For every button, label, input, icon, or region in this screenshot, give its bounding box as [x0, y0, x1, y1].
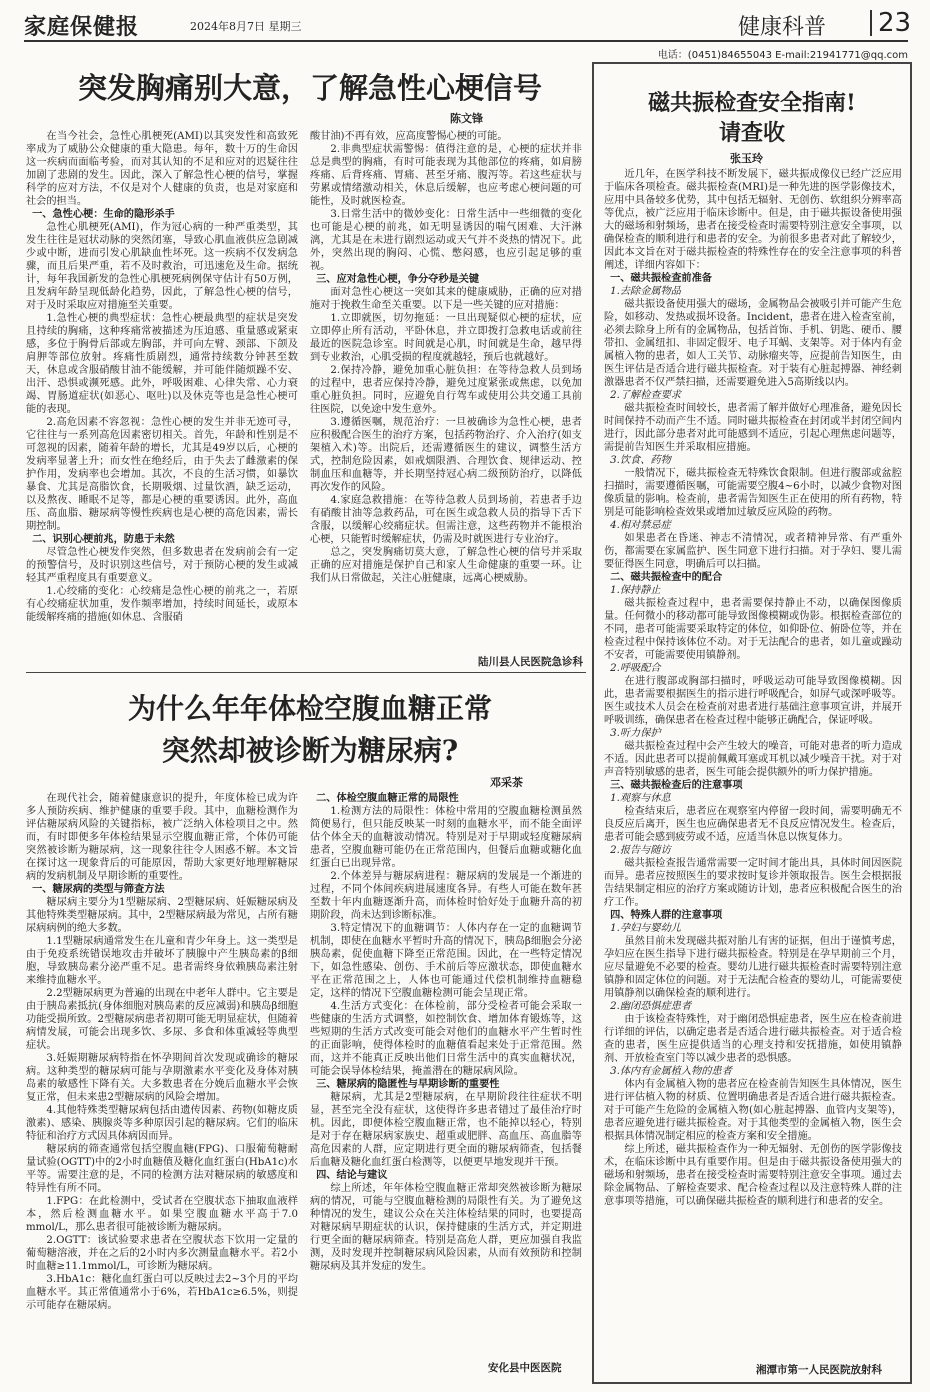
section-title: 健康科普: [738, 15, 827, 40]
paragraph: 急性心肌梗死(AMI)，作为冠心病的一种严重类型，其发生往往是冠状动脉的突然闭塞，导致心肌血液供应急剧减少或中断，进而引发心肌缺血性坏死。这一疾病不仅发病急骤，而且后果严重，若不及时救治，可迅速危及生命。据统计，每年我国新发的急性心肌梗死病例保守估计有50万例，且发病年龄呈现低龄化趋势，因此，了解急性心梗的信号，对于及时采取应对措施至关重要。: [26, 222, 298, 311]
paragraph: 3.妊娠期糖尿病特指在怀孕期间首次发现或确诊的糖尿病。这种类型的糖尿病可能与孕期激素水平变化及身体对胰岛素的敏感性下降有关。大多数患者在分娩后血糖水平会恢复正常，但未来患2型糖尿病的风险会增加。: [26, 1053, 298, 1103]
article2-column-1: [26, 792, 298, 1380]
article1-column-1: [26, 130, 298, 666]
paragraph: 磁共振检查过程中会产生较大的噪音，可能对患者的听力造成不适。因此患者可以提前佩戴耳塞或耳机以减少噪音干扰。对于对声音特别敏感的患者，医生可能会提供额外的听力保护措施。: [604, 741, 902, 778]
section-heading: 三、磁共振检查后的注意事项: [610, 780, 743, 791]
subsection-heading: 1.孕妇与婴幼儿: [610, 923, 681, 934]
subsection-heading: 2.呼吸配合: [610, 663, 661, 674]
article3-title-line1: 磁共振检查安全指南!: [648, 90, 856, 116]
subsection-heading: 1.观察与休息: [610, 793, 671, 804]
article2-title-line2: 突然却被诊断为糖尿病?: [161, 734, 459, 767]
article3-author: 张玉玲: [730, 152, 763, 165]
article1-title: 突发胸痛别大意，了解急性心梗信号: [77, 71, 542, 105]
subsection-heading: 3.饮食、药物: [610, 455, 671, 466]
section-heading: 四、特殊人群的注意事项: [610, 910, 723, 921]
article1-author: 陈文锋: [450, 112, 483, 125]
article3-title-line2: 请查收: [718, 120, 785, 146]
newspaper-name: 家庭保健报: [24, 14, 140, 40]
paragraph: 2.非典型症状需警惕：值得注意的是，心梗的症状并非总是典型的胸痛，有时可能表现为其他部位的疼痛，如肩膀疼痛、后背疼痛、胃痛、甚至牙痛、腹泻等。若这些症状与劳累或情绪激动相关，休息后缓解，也应考虑心梗问题的可能性，及时就医检查。: [310, 144, 582, 207]
subsection-heading: 2.幽闭恐惧症患者: [610, 1001, 692, 1012]
paragraph: 在当今社会，急性心肌梗死(AMI)以其突发性和高致死率成为了威胁公众健康的重大隐患。每年，数十万的生命因这一疾病而面临考验，而对其认知的不足和应对的迟疑往往加剧了悲剧的发生。因此，深入了解急性心梗的信号，掌握科学的应对方法，不仅是对个人健康的负责，也是对家庭和社会的担当。: [26, 131, 298, 207]
paragraph: 在现代社会，随着健康意识的提升，年度体检已成为许多人预防疾病、维护健康的重要手段。其中，血糖检测作为评估糖尿病风险的关键指标，被广泛纳入体检项目之中。然而，有时即便多年体检结果显示空腹血糖正常，个体仍可能突然被诊断为糖尿病，这一现象往往令人困惑不解。本文旨在探讨这一现象背后的可能原因，帮助大家更好地理解糖尿病的发病机制及早期诊断的重要性。: [26, 793, 298, 882]
issue-date: 2024年8月7日 星期三: [190, 20, 302, 33]
article-divider: [26, 672, 586, 673]
subsection-heading: 3.听力保护: [610, 728, 661, 739]
paragraph: 1.1型糖尿病通常发生在儿童和青少年身上。这一类型是由于免疫系统错误地攻击并破坏了胰腺中产生胰岛素的β细胞，导致胰岛素分泌严重不足。患者需终身依赖胰岛素注射来维持血糖水平。: [26, 936, 298, 986]
subsection-heading: 4.相对禁忌症: [610, 520, 671, 531]
paragraph: 糖尿病的筛查通常包括空腹血糖(FPG)、口服葡萄糖耐量试验(OGTT)中的2小时血糖值及糖化血红蛋白(HbA1c)水平等。需要注意的是，不同的检测方法对糖尿病的敏感度和特异性有所不同。: [26, 1144, 298, 1194]
paragraph: 酸甘油)不再有效，应高度警惕心梗的可能。: [310, 131, 508, 142]
paragraph: 一般情况下，磁共振检查无特殊饮食限制。但进行腹部或盆腔扫描时，需要遵循医嘱，可能需要空腹4~6小时，以减少食物对图像质量的影响。检查前，患者需告知医生正在使用的所有药物，特别是可能影响检查效果或增加过敏反应风险的药物。: [604, 468, 902, 518]
subsection-heading: 2.报告与随访: [610, 845, 671, 856]
paragraph: 3.遵循医嘱，规范治疗：一旦被确诊为急性心梗，患者应积极配合医生的治疗方案，包括药物治疗、介入治疗(如支架植入术)等。出院后，还需遵循医生的建议，调整生活方式，控制危险因素，如戒烟限酒、合理饮食、规律运动、控制血压和血糖等，并长期坚持冠心病二级预防治疗，以降低再次发作的风险。: [310, 417, 582, 493]
section-heading: 二、体检空腹血糖正常的局限性: [316, 793, 459, 804]
subsection-heading: 3.体内有金属植入物的患者: [610, 1066, 732, 1077]
article2-author: 邓采茶: [490, 776, 523, 789]
paragraph: 3.日常生活中的微妙变化：日常生活中一些细微的变化也可能是心梗的前兆，如无明显诱因的喘气困难、大汗淋漓，尤其是在未进行剧烈运动或天气并不炎热的情况下。此外，突然出现的胸闷、心慌、憋闷感，也应引起足够的重视。: [310, 209, 582, 272]
paragraph: 4.其他特殊类型糖尿病包括由遗传因素、药物(如糖皮质激素)、感染、胰腺炎等多种原因引起的糖尿病。它们的临床特征和治疗方式因具体病因而异。: [26, 1105, 298, 1142]
contact-info: 电话：(0451)84655043 E-mail:21941771@qq.com: [657, 50, 908, 61]
article1-affiliation: 陆川县人民医院急诊科: [478, 656, 583, 668]
paragraph: 体内有金属植入物的患者应在检查前告知医生具体情况，医生进行评估植入物的材质、位置明确患者是否适合进行磁共振检查。对于可能产生危险的金属植入物(如心脏起搏器、血管内支架等)，患者应避免进行磁共振检查。对于其他类型的金属植入物，医生会根据具体情况制定相应的检查方案和安全措施。: [604, 1079, 902, 1142]
subsection-heading: 2.了解检查要求: [610, 390, 681, 401]
paragraph: 4.生活方式变化：在体检前，部分受检者可能会采取一些健康的生活方式调整，如控制饮食、增加体育锻炼等，这些短期的生活方式改变可能会对他们的血糖水平产生暂时性的正面影响，使得体检时的血糖值看起来处于正常范围。然而，这并不能真正反映出他们日常生活中的真实血糖状况，可能会误导体检结果，掩盖潜在的糖尿病风险。: [310, 1001, 582, 1077]
paragraph: 磁共振检查报告通常需要一定时间才能出具，具体时间因医院而异。患者应按照医生的要求按时复诊并领取报告。医生会根据报告结果制定相应的治疗方案或随访计划，患者应积极配合医生的治疗工作。: [604, 858, 902, 908]
paragraph: 1.心绞痛的变化：心绞痛是急性心梗的前兆之一，若原有心绞痛症状加重，发作频率增加，持续时间延长，或原本能缓解疼痛的措施(如休息、含服硝: [26, 586, 298, 623]
paragraph: 面对急性心梗这一突如其来的健康威胁，正确的应对措施对于挽救生命至关重要。以下是一些关键的应对措施：: [310, 287, 582, 311]
paragraph: 如果患者在昏迷、神志不清情况，或者精神异常、有严重外伤，都需要在家属监护、医生同意下进行扫描。对于孕妇、婴儿需要征得医生同意，明确后可以扫描。: [604, 533, 902, 570]
subsection-heading: 1.保持静止: [610, 585, 661, 596]
paragraph: 糖尿病，尤其是2型糖尿病，在早期阶段往往症状不明显，甚至完全没有症状，这使得许多患者错过了最佳治疗时机。因此，即便体检空腹血糖正常，也不能掉以轻心，特别是对于存在糖尿病家族史、超重或肥胖、高血压、高血脂等高危因素的人群，应定期进行更全面的糖尿病筛查，包括餐后血糖及糖化血红蛋白检测等，以便更早地发现并干预。: [310, 1092, 582, 1168]
section-heading: 二、磁共振检查中的配合: [610, 572, 723, 583]
paragraph: 检查结束后，患者应在观察室内停留一段时间，需要明确无不良反应后离开，医生也应确保患者无不良反应情况发生。检查后，患者可能会感到疲劳或不适，应适当休息以恢复体力。: [604, 806, 902, 843]
paragraph: 1.立即就医，切勿拖延：一旦出现疑似心梗的症状，应立即停止所有活动，平卧休息，并立即拨打急救电话或前往最近的医院急诊室。时间就是心肌，时间就是生命，越早得到专业救治，心肌受损的程度就越轻，预后也就越好。: [310, 313, 582, 363]
section-heading: 一、急性心梗：生命的隐形杀手: [32, 209, 175, 220]
section-heading: 三、糖尿病的隐匿性与早期诊断的重要性: [316, 1079, 500, 1090]
paragraph: 磁共振检查时间较长，患者需了解并做好心理准备，避免因长时间保持不动而产生不适。同时磁共振检查在封闭或半封闭空间内进行，因此部分患者对此可能感到不适应，引起心理焦虑问题等，需提前告知医生并采取相应措施。: [604, 403, 902, 453]
paragraph: 磁共振设备使用强大的磁场，金属物品会被吸引并可能产生危险，如移动、发热或损坏设备。Incident，患者在进入检查室前，必须去除身上所有的金属物品，包括首饰、手机、钥匙、硬币、腰带扣、金属纽扣、非固定假牙、电子耳蜗、支架等。对于体内有金属植入物的患者，如人工关节、动脉瘤夹等，应提前告知医生，由医生评估是否适合进行磁共振检查。对于装有心脏起搏器、神经刺激器患者不仅严禁扫描，还需要避免进入5高斯线以内。: [604, 299, 902, 388]
paragraph: 综上所述，磁共振检查作为一种无辐射、无创伤的医学影像技术，在临床诊断中具有重要作用。但是由于磁共振设备使用强大的磁场和射频场，患者在接受检查时需要特别注意安全事项。通过去除金属物品、了解检查要求、配合检查过程以及注意特殊人群的注意事项等措施，可以确保磁共振检查的顺利进行和患者的安全。: [604, 1144, 902, 1207]
paragraph: 虽然目前未发现磁共振对胎儿有害的证据，但出于谨慎考虑，孕妇应在医生指导下进行磁共振检查。特别是在孕早期前三个月，应尽量避免不必要的检查。婴幼儿进行磁共振检查时需要特别注意镇静和固定体位的问题。对于无法配合检查的婴幼儿，可能需要使用镇静剂以确保检查的顺利进行。: [604, 936, 902, 999]
article2-title: [40, 688, 580, 772]
section-heading: 三、应对急性心梗，争分夺秒是关键: [316, 274, 480, 285]
article3-affiliation: 湘潭市第一人民医院放射科: [756, 1364, 882, 1376]
article2-title-line1: 为什么年年体检空腹血糖正常: [127, 692, 492, 725]
paragraph: 近几年，在医学科技不断发展下，磁共振成像仪已经广泛应用于临床各项检查。磁共振检查(MRI)是一种先进的医学影像技术，应用中具备较多优势，其中包括无辐射、无创伤、软组织分辨率高等优点，被广泛应用于临床诊断中。但是，由于磁共振设备使用强大的磁场和射频场，患者在接受检查时需要特别注意安全事项，以确保检查的顺利进行和患者的安全。为前很多患者对此了解较少，因此本文旨在对于磁共振检查的特殊性存在的安全注意事项的科普阐述，详细内容如下：: [604, 169, 902, 271]
masthead-divider: [870, 10, 872, 36]
paragraph: 1.FPG：在此检测中，受试者在空腹状态下抽取血液样本，然后检测血糖水平。如果空腹血糖水平高于7.0 mmol/L，那么患者很可能被诊断为糖尿病。: [26, 1196, 298, 1233]
article3-body: [604, 168, 902, 1358]
paragraph: 综上所述，年年体检空腹血糖正常却突然被诊断为糖尿病的情况，可能与空腹血糖检测的局限性有关。为了避免这种情况的发生，建议公众在关注体检结果的同时，也要提高对糖尿病早期症状的认识，保持健康的生活方式，并定期进行更全面的糖尿病筛查。特别是高危人群，更应加强自我监测，及时发现并控制糖尿病风险因素，从而有效预防和控制糖尿病及其并发症的发生。: [310, 1183, 582, 1272]
section-heading: 四、结论与建议: [316, 1170, 388, 1181]
masthead: [24, 8, 912, 42]
paragraph: 1.检测方法的局限性：体检中常用的空腹血糖检测虽然简便易行，但只能反映某一时刻的血糖水平，而不能全面评估个体全天的血糖波动情况。特别是对于早期或轻度糖尿病患者，空腹血糖可能仍在正常范围内，但餐后血糖或糖化血红蛋白已出现异常。: [310, 806, 582, 869]
paragraph: 2.OGTT：该试验要求患者在空腹状态下饮用一定量的葡萄糖溶液，并在之后的2小时内多次测量血糖水平。若2小时血糖≥11.1mmol/L，可诊断为糖尿病。: [26, 1235, 298, 1272]
paragraph: 2.保持冷静，避免加重心脏负担：在等待急救人员到场的过程中，患者应保持冷静，避免过度紧张或焦虑，以免加重心脏负担。同时，应避免自行驾车或使用公共交通工具前往医院，以免途中发生意外。: [310, 365, 582, 415]
paragraph: 总之，突发胸痛切莫大意，了解急性心梗的信号并采取正确的应对措施是保护自己和家人生命健康的重要一环。让我们从日常做起，关注心脏健康，远离心梗威胁。: [310, 547, 582, 584]
paragraph: 3.特定情况下的血糖调节：人体内存在一定的血糖调节机制，即使在血糖水平暂时升高的情况下，胰岛β细胞会分泌胰岛素，促使血糖下降至正常范围。因此，在一些特定情况下，如急性感染、创伤、手术前后等应激状态，即使血糖水平在正常范围之上，人体也可能通过代偿机制维持血糖稳定，这样的情况下空腹血糖检测可能会呈现正常。: [310, 923, 582, 999]
article2-column-2: [310, 792, 582, 1354]
article2-affiliation: 安化县中医医院: [488, 1362, 562, 1374]
paragraph: 4.家庭急救措施：在等待急救人员到场前，若患者手边有硝酸甘油等急救药品，可在医生或急救人员的指导下舌下含服，以缓解心绞痛症状。但需注意，这些药物并不能根治心梗，只能暂时缓解症状，仍需及时就医进行专业治疗。: [310, 495, 582, 545]
paragraph: 2.高危因素不容忽视：急性心梗的发生并非无迹可寻，它往往与一系列高危因素密切相关。首先，年龄和性别是不可忽视的因素，随着年龄的增长，尤其是49岁以后，心梗的发病率显著上升；而女性在绝经后，由于失去了雌激素的保护作用，发病率也会增加。其次，不良的生活习惯，如暴饮暴食、尤其是高脂饮食，长期吸烟、过量饮酒，缺乏运动，以及熬夜、睡眠不足等，都是心梗的重要诱因。此外，高血压、高血脂、糖尿病等慢性疾病也是心梗的高危因素，需长期控制。: [26, 417, 298, 532]
section-heading: 一、糖尿病的类型与筛查方法: [32, 884, 165, 895]
paragraph: 由于该检查特殊性，对于幽闭恐惧症患者，医生应在检查前进行详细的评估，以确定患者是否适合进行磁共振检查。对于适合检查的患者，医生应提供适当的心理支持和安抚措施，如使用镇静剂、开放检查室门等以减少患者的恐惧感。: [604, 1014, 902, 1064]
section-heading: 二、识别心梗前兆，防患于未然: [32, 534, 175, 545]
section-heading: 一、磁共振检查前准备: [610, 273, 712, 284]
paragraph: 磁共振检查过程中，患者需要保持静止不动，以确保图像质量。任何微小的移动都可能导致图像模糊或伪影。根据检查部位的不同，患者可能需要采取特定的体位，如仰卧位、俯卧位等，并在检查过程中保持该体位不动。对于无法配合的患者，如儿童或躁动不安者，可能需要使用镇静剂。: [604, 598, 902, 661]
subsection-heading: 1.去除金属物品: [610, 286, 681, 297]
paragraph: 在进行腹部或胸部扫描时，呼吸运动可能导致图像模糊。因此，患者需要根据医生的指示进行呼吸配合，如屏气或深呼吸等。医生或技术人员会在检查前对患者进行基础注意事项宣讲，并展开呼吸训练，确保患者在检查过程中能够正确配合，保证呼吸。: [604, 676, 902, 726]
paragraph: 1.急性心梗的典型症状：急性心梗最典型的症状是突发且持续的胸痛，这种疼痛常被描述为压迫感、重量感或紧束感，多位于胸骨后部或左胸部，并可向左臂、颈部、下颌及肩胛等部位放射。疼痛性质剧烈，通常持续数分钟甚至数天，休息或含服硝酸甘油不能缓解，并可能伴随烦躁不安、出汗、恐惧或濒死感。此外，呼吸困难、心律失常、心力衰竭、胃肠道症状(如恶心、呕吐)以及休克等也是急性心梗可能的表现。: [26, 313, 298, 415]
paragraph: 尽管急性心梗发作突然，但多数患者在发病前会有一定的预警信号，及时识别这些信号，对于预防心梗的发生或减轻其严重程度具有重要意义。: [26, 547, 298, 584]
paragraph: 2.个体差异与糖尿病进程：糖尿病的发展是一个渐进的过程，不同个体间疾病进展速度各异。有些人可能在数年甚至数十年内血糖逐渐升高，而体检时恰好处于血糖升高的初期阶段，尚未达到诊断标准。: [310, 871, 582, 921]
page-number: 23: [878, 8, 912, 38]
paragraph: 2.2型糖尿病更为普遍的出现在中老年人群中。它主要是由于胰岛素抵抗(身体细胞对胰岛素的反应减弱)和胰岛β细胞功能受损所致。2型糖尿病患者初期可能无明显症状，但随着病情发展，可能会出现多饮、多尿、多食和体重减轻等典型症状。: [26, 988, 298, 1051]
paragraph: 3.HbA1c：糖化血红蛋白可以反映过去2~3个月的平均血糖水平。其正常值通常小于6%，若HbA1c≥6.5%，则提示可能存在糖尿病。: [26, 1274, 298, 1311]
paragraph: 糖尿病主要分为1型糖尿病、2型糖尿病、妊娠糖尿病及其他特殊类型糖尿病。其中，2型糖尿病最为常见，占所有糖尿病病例的绝大多数。: [26, 897, 298, 934]
article3-title: [600, 88, 904, 148]
article1-column-2: [310, 130, 582, 650]
